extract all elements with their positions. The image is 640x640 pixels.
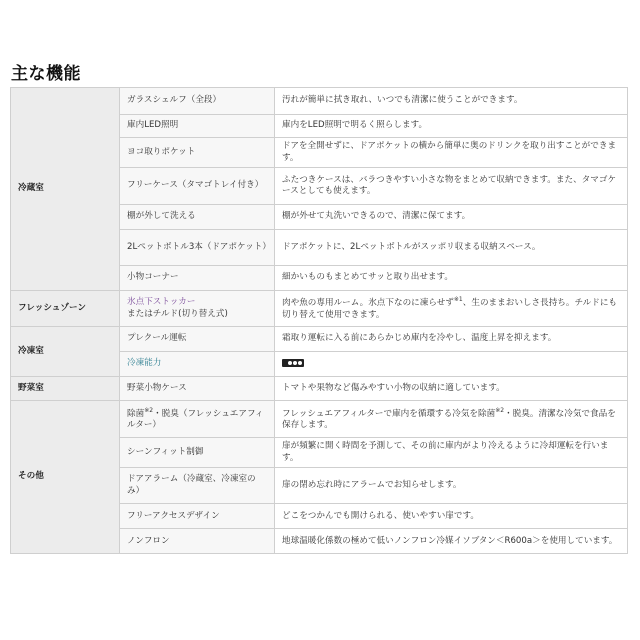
table-row [11, 88, 628, 115]
page-title: 主な機能 [11, 64, 81, 84]
feature-name: ノンフロン [120, 529, 275, 554]
feature-description: フレッシュエアフィルターで庫内を循環する冷気を除菌$^{※2}$・脱臭。清潔な冷気で食品を保存します。 [275, 401, 628, 438]
feature-description: 扉が頻繁に開く時間を予測して、その前に庫内がより冷えるように冷却運転を行います。 [275, 438, 628, 468]
category-freezer: 冷凍室 [11, 327, 120, 377]
category-refrigerator: 冷蔵室 [11, 88, 120, 291]
feature-description: トマトや果物など傷みやすい小物の収納に適しています。 [275, 377, 628, 401]
feature-name [120, 352, 275, 377]
feature-description: 肉や魚の専用ルーム。氷点下なのに凍らせず$^{※1}$、生のままおいしさ長持ち。チルドにも切り替えて使用できます。 [275, 291, 628, 327]
feature-description: ドアを全開せずに、ドアポケットの横から簡単に奥のドリンクを取り出すことができます。 [275, 138, 628, 168]
table-row [11, 377, 628, 401]
feature-link[interactable]: 冷凍能力 [127, 358, 162, 369]
feature-description: ドアポケットに、2Lペットボトルがスッポリ収まる収納スペース。 [275, 230, 628, 266]
feature-description: ふたつきケースは、バラつきやすい小さな物をまとめて収納できます。また、タマゴケースとしても使えます。 [275, 168, 628, 205]
feature-name: 棚が外して洗える [120, 205, 275, 230]
feature-description: 庫内をLED照明で明るく照らします。 [275, 115, 628, 138]
feature-name: フリーケース（タマゴトレイ付き） [120, 168, 275, 205]
feature-description: 扉の閉め忘れ時にアラームでお知らせします。 [275, 468, 628, 504]
feature-name: 庫内LED照明 [120, 115, 275, 138]
table-row [11, 401, 628, 438]
feature-name: 除菌$^{※2}$・脱臭（フレッシュエアフィルター） [120, 401, 275, 438]
feature-name: ヨコ取りポケット [120, 138, 275, 168]
feature-name: フリーアクセスデザイン [120, 504, 275, 529]
snowflake-rating-icon [282, 359, 304, 367]
table-row [11, 327, 628, 352]
feature-description: 汚れが簡単に拭き取れ、いつでも清潔に使うことができます。 [275, 88, 628, 115]
category-vegetable: 野菜室 [11, 377, 120, 401]
feature-name: シーンフィット制御 [120, 438, 275, 468]
feature-description: 地球温暖化係数の極めて低いノンフロン冷媒イソブタン＜R600a＞を使用しています。 [275, 529, 628, 554]
feature-description [275, 352, 628, 377]
table-row [11, 291, 628, 327]
feature-name: 2Lペットボトル3本（ドアポケット） [120, 230, 275, 266]
feature-name: ガラスシェルフ（全段） [120, 88, 275, 115]
feature-description: 棚が外せて丸洗いできるので、清潔に保てます。 [275, 205, 628, 230]
feature-description: どこをつかんでも開けられる、使いやすい扉です。 [275, 504, 628, 529]
feature-name: ドアアラーム（冷蔵室、冷凍室のみ） [120, 468, 275, 504]
feature-name: 野菜小物ケース [120, 377, 275, 401]
category-fresh-zone: フレッシュゾーン [11, 291, 120, 327]
features-table [10, 87, 628, 554]
feature-name-rest: またはチルド(切り替え式) [127, 308, 228, 319]
category-other: その他 [11, 401, 120, 554]
feature-description: 細かいものもまとめてサッと取り出せます。 [275, 266, 628, 291]
feature-name [120, 291, 275, 327]
feature-description: 霜取り運転に入る前にあらかじめ庫内を冷やし、温度上昇を抑えます。 [275, 327, 628, 352]
feature-link[interactable]: 氷点下ストッカー [127, 297, 196, 308]
feature-name: プレクール運転 [120, 327, 275, 352]
feature-name: 小物コーナー [120, 266, 275, 291]
